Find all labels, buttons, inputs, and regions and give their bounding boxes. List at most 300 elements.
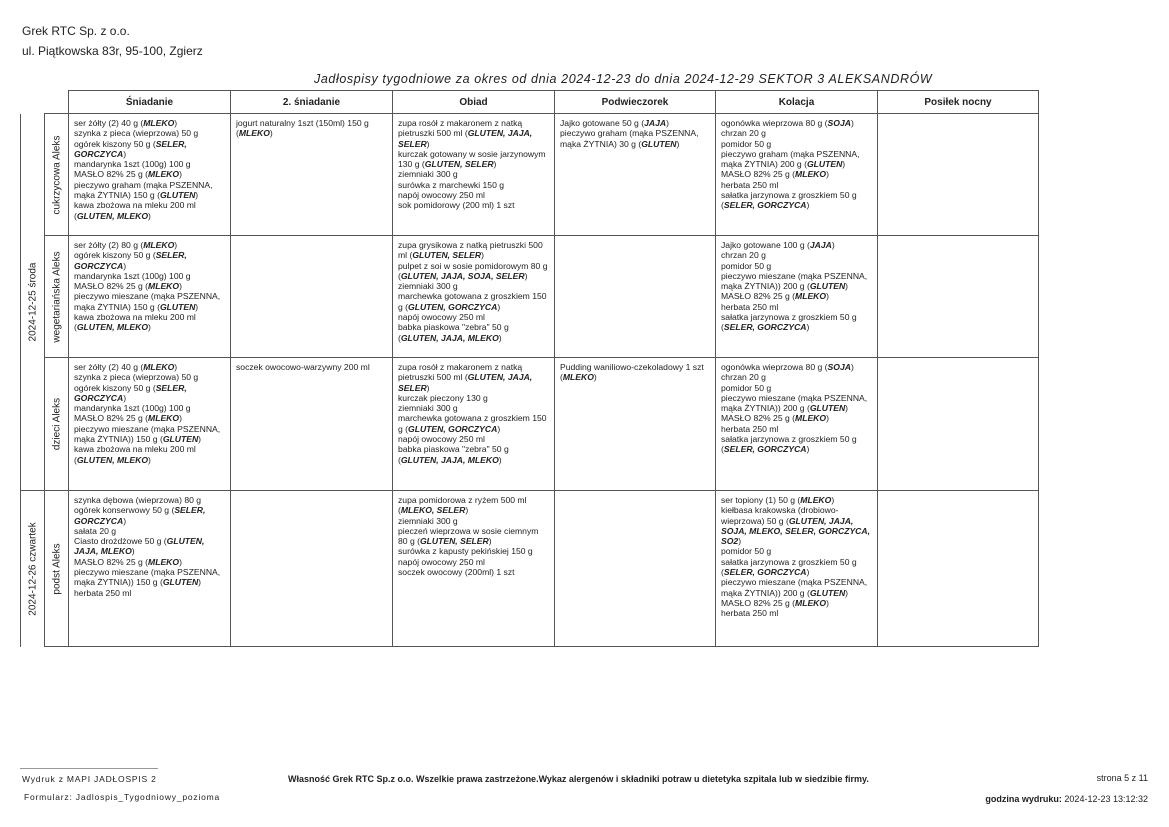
day-label: 2024-12-25 środa <box>27 262 38 342</box>
menu-item-text: ogonówka wieprzowa 80 g ( <box>721 118 828 128</box>
menu-item-line <box>721 424 872 434</box>
menu-item-line <box>74 118 225 128</box>
menu-item-text: ) <box>488 536 492 547</box>
menu-item-text: ) <box>497 301 501 312</box>
menu-item-text: pieczeń wieprzowa w sosie ciemnym 80 g ( <box>398 525 539 547</box>
menu-item-line <box>721 128 872 138</box>
menu-item-line <box>398 322 549 343</box>
menu-item-text: MASŁO 82% 25 g ( <box>721 291 796 302</box>
menu-item-line <box>721 139 872 149</box>
menu-item-line <box>74 588 225 598</box>
menu-item-line <box>74 271 225 281</box>
menu-item-line <box>721 413 872 423</box>
allergen-text: MLEKO <box>148 281 180 292</box>
menu-item-line <box>398 180 549 190</box>
menu-item-text: zupa grysikowa z natką pietruszki 500 ml ( <box>398 240 543 261</box>
meal-cell <box>555 236 716 358</box>
menu-item-text: napój owocowy 250 ml <box>398 190 485 201</box>
meal-cell <box>555 491 716 647</box>
menu-item-text: ) <box>148 454 151 465</box>
menu-item-line <box>236 362 387 372</box>
menu-item-line <box>721 190 872 211</box>
menu-item-text: pulpet z soi w sosie pomidorowym 80 g ( <box>398 260 548 281</box>
menu-item-text: ser żółty (2) 40 g ( <box>74 118 144 128</box>
menu-item-text: ziemniaki 300 g <box>398 281 458 292</box>
menu-item-line <box>74 372 225 382</box>
menu-item-line <box>721 261 872 271</box>
menu-item-line <box>398 200 549 210</box>
menu-item-line <box>74 128 225 138</box>
menu-item-line <box>721 362 872 372</box>
allergen-text: GLUTEN <box>162 434 199 445</box>
allergen-text: MLEKO <box>795 291 827 302</box>
menu-item-text: herbata 250 ml <box>721 423 779 434</box>
allergen-text: SELER, GORCZYCA <box>74 250 187 271</box>
allergen-text: GLUTEN, GORCZYCA <box>408 423 498 434</box>
menu-item-line <box>721 250 872 260</box>
diet-label: dzieci Aleks <box>51 397 62 451</box>
meal-cell <box>231 114 393 236</box>
allergen-text: GLUTEN, SELER <box>412 250 482 261</box>
weekly-menu-table <box>20 90 1039 647</box>
menu-item-text: napój owocowy 250 ml <box>398 312 485 323</box>
menu-item-line <box>398 291 549 312</box>
diet-cell <box>45 236 69 358</box>
menu-item-line <box>398 240 549 261</box>
menu-item-text: ogórek kiszony 50 g ( <box>74 138 156 149</box>
allergen-text: GLUTEN <box>806 159 843 170</box>
menu-item-line <box>74 159 225 169</box>
menu-item-text: ) <box>524 270 528 281</box>
menu-item-text: chrzan 20 g <box>721 128 766 139</box>
menu-item-line <box>721 240 872 250</box>
allergen-text: MLEKO <box>800 495 832 505</box>
menu-item-text: ) <box>498 454 502 465</box>
menu-item-text: sok pomidorowy (200 ml) 1 szt <box>398 200 515 211</box>
menu-item-text: ) <box>269 128 273 139</box>
menu-item-line <box>721 271 872 292</box>
menu-item-line <box>560 118 710 128</box>
menu-item-line <box>398 169 549 179</box>
allergen-text: GLUTEN, MLEKO <box>76 454 149 465</box>
menu-item-text: ) <box>123 260 127 271</box>
menu-item-line <box>721 383 872 393</box>
allergen-text: MLEKO <box>148 413 180 424</box>
menu-item-text: Ciasto drożdżowe 50 g ( <box>74 536 167 547</box>
menu-item-text: MASŁO 82% 25 g ( <box>74 413 149 424</box>
menu-item-text: pieczywo mieszane (mąka PSZENNA, mąka ŻYTNIA)) 150 g ( <box>74 423 221 445</box>
menu-item-text: ) <box>676 138 680 149</box>
menu-item-text: pieczywo mieszane (mąka PSZENNA, mąka ŻYTNIA) 150 g ( <box>74 291 221 312</box>
meal-cell <box>231 491 393 647</box>
menu-item-line <box>398 557 549 567</box>
menu-item-text: chrzan 20 g <box>721 372 766 383</box>
allergen-text: MLEKO, SELER <box>400 505 466 516</box>
allergen-text: JAJA <box>644 118 667 128</box>
menu-item-text: szynka dębowa (wieprzowa) 80 g <box>74 495 202 505</box>
allergen-text: MLEKO <box>562 372 594 383</box>
menu-item-text: pieczywo mieszane (mąka PSZENNA, mąka ŻYTNIA)) 200 g ( <box>721 392 868 414</box>
menu-item-text: ) <box>845 587 849 598</box>
menu-item-line <box>74 250 225 271</box>
menu-item-text: MASŁO 82% 25 g ( <box>721 169 796 180</box>
menu-item-text: ) <box>179 281 182 292</box>
menu-item-line <box>74 495 225 505</box>
menu-item-text: ) <box>174 240 178 250</box>
print-time-value: 2024-12-23 13:12:32 <box>1064 794 1148 804</box>
meal-cell <box>393 491 555 647</box>
column-header-podwieczorek: Podwieczorek <box>555 91 716 114</box>
menu-item-line <box>74 526 225 536</box>
column-header-posilek-nocny: Posiłek nocny <box>878 91 1039 114</box>
company-name: Grek RTC Sp. z o.o. <box>22 24 130 38</box>
menu-item-line <box>398 526 549 547</box>
menu-item-text: Jajko gotowane 100 g ( <box>721 240 810 250</box>
menu-item-line <box>721 546 872 556</box>
menu-item-text: soczek owocowo-warzywny 200 ml <box>236 362 370 372</box>
menu-item-text: mandarynka 1szt (100g) 100 g <box>74 159 191 170</box>
day-label: 2024-12-26 czwartek <box>27 522 38 616</box>
menu-item-text: MASŁO 82% 25 g ( <box>74 556 149 567</box>
menu-item-text: zupa pomidorowa z ryżem 500 ml ( <box>398 495 527 516</box>
meal-cell <box>69 491 231 647</box>
menu-item-line <box>721 393 872 414</box>
menu-item-text: ) <box>179 413 182 424</box>
menu-item-line <box>74 536 225 557</box>
footer-form: Formularz: Jadlospis_Tygodniowy_pozioma <box>24 792 221 802</box>
menu-item-line <box>721 577 872 598</box>
menu-item-line <box>560 362 710 383</box>
allergen-text: GLUTEN, JAJA, MLEKO <box>400 332 499 343</box>
menu-item-text: ) <box>174 362 178 372</box>
menu-item-text: ) <box>426 382 430 393</box>
meal-cell <box>393 236 555 358</box>
allergen-text: MLEKO <box>143 240 175 250</box>
menu-item-text: ) <box>179 556 182 567</box>
menu-item-text: ) <box>806 200 810 211</box>
menu-item-text: sałatka jarzynowa z groszkiem 50 g ( <box>721 556 857 578</box>
allergen-text: GLUTEN <box>641 138 677 149</box>
allergen-text: GLUTEN, GORCZYCA <box>408 301 498 312</box>
menu-item-line <box>236 118 387 139</box>
menu-item-line <box>74 403 225 413</box>
menu-item-text: ) <box>831 495 835 505</box>
menu-item-text: ogórek konserwowy 50 g ( <box>74 505 175 516</box>
allergen-text: GLUTEN, JAJA, SELER <box>398 128 533 149</box>
menu-item-text: ) <box>123 392 127 403</box>
table-row <box>21 236 1039 358</box>
allergen-text: SOJA <box>827 118 851 128</box>
menu-item-text: szynka z pieca (wieprzowa) 50 g <box>74 128 199 139</box>
column-header-kolacja: Kolacja <box>716 91 878 114</box>
menu-item-text: ) <box>593 372 597 383</box>
menu-item-line <box>721 312 872 333</box>
menu-item-line <box>74 169 225 179</box>
day-cell <box>21 114 45 491</box>
menu-item-line <box>560 128 710 149</box>
diet-label: cukrzycowa Aleks <box>51 135 62 214</box>
menu-item-text: chrzan 20 g <box>721 250 766 261</box>
menu-item-text: ) <box>198 434 202 445</box>
meal-cell <box>555 114 716 236</box>
menu-item-text: ziemniaki 300 g <box>398 515 458 526</box>
menu-item-line <box>721 495 872 505</box>
menu-item-text: surówka z kapusty pekińskiej 150 g <box>398 546 533 557</box>
menu-item-line <box>721 302 872 312</box>
menu-item-text: kawa zbożowa na mleku 200 ml ( <box>74 200 196 221</box>
menu-item-line <box>398 546 549 556</box>
menu-item-text: pieczywo mieszane (mąka PSZENNA, mąka ŻYTNIA)) 200 g ( <box>721 270 868 292</box>
allergen-text: MLEKO <box>148 556 180 567</box>
menu-item-line <box>398 516 549 526</box>
menu-item-text: mandarynka 1szt (100g) 100 g <box>74 270 191 281</box>
menu-item-line <box>398 495 549 516</box>
allergen-text: MLEKO <box>143 118 175 128</box>
meal-cell <box>878 236 1039 358</box>
meal-cell <box>69 358 231 491</box>
menu-item-line <box>398 393 549 403</box>
menu-item-text: ) <box>806 567 810 578</box>
menu-item-text: marchewka gotowana z groszkiem 150 g ( <box>398 291 547 312</box>
menu-item-line <box>74 557 225 567</box>
menu-item-text: ) <box>845 281 849 292</box>
menu-item-text: ) <box>666 118 669 128</box>
menu-item-text: ziemniaki 300 g <box>398 169 458 180</box>
table-row <box>21 358 1039 491</box>
allergen-text: GLUTEN, MLEKO <box>76 322 149 333</box>
menu-item-line <box>721 291 872 301</box>
meal-cell <box>716 358 878 491</box>
meal-cell <box>878 491 1039 647</box>
menu-item-line <box>74 281 225 291</box>
allergen-text: GLUTEN <box>162 577 199 588</box>
allergen-text: SELER, GORCZYCA <box>723 444 807 455</box>
menu-item-text: ) <box>426 138 430 149</box>
allergen-text: GLUTEN, JAJA, SOJA, MLEKO, SELER, GORCZYCA, SO2 <box>721 515 870 547</box>
allergen-text: SELER, GORCZYCA <box>723 322 807 333</box>
menu-item-text: kurczak gotowany w sosie jarzynowym 130 g ( <box>398 148 546 170</box>
menu-item-line <box>398 413 549 434</box>
menu-item-text: pieczywo graham (mąka PSZENNA, mąka ŻYTNIA) 30 g ( <box>560 128 699 149</box>
menu-item-text: ser żółty (2) 80 g ( <box>74 240 144 250</box>
menu-item-line <box>74 424 225 445</box>
menu-item-text: mandarynka 1szt (100g) 100 g <box>74 403 191 414</box>
menu-item-text: Jajko gotowane 50 g ( <box>560 118 645 128</box>
menu-item-line <box>398 312 549 322</box>
menu-item-text: MASŁO 82% 25 g ( <box>721 597 796 608</box>
menu-item-text: ) <box>806 322 810 333</box>
menu-item-text: kurczak pieczony 130 g <box>398 392 488 403</box>
diet-cell <box>45 114 69 236</box>
allergen-text: GLUTEN <box>809 281 846 292</box>
menu-item-text: ) <box>179 169 182 180</box>
allergen-text: MLEKO <box>795 413 827 424</box>
allergen-text: GLUTEN <box>159 190 196 201</box>
menu-item-line <box>74 312 225 333</box>
menu-item-text: ) <box>845 403 849 414</box>
menu-item-text: ) <box>148 322 151 333</box>
menu-item-text: pomidor 50 g <box>721 138 772 149</box>
menu-item-text: herbata 250 ml <box>721 608 779 619</box>
menu-item-text: herbata 250 ml <box>74 587 132 598</box>
menu-item-line <box>398 567 549 577</box>
menu-item-text: zupa rosół z makaronem z natką pietruszki 500 ml ( <box>398 118 523 139</box>
menu-item-line <box>74 240 225 250</box>
menu-item-text: herbata 250 ml <box>721 301 779 312</box>
menu-item-text: ziemniaki 300 g <box>398 403 458 414</box>
allergen-text: JAJA <box>809 240 832 250</box>
menu-item-text: ) <box>123 515 127 526</box>
menu-item-text: pieczywo mieszane (mąka PSZENNA, mąka ŻYTNIA)) 200 g ( <box>721 577 868 598</box>
menu-item-text: ) <box>195 190 199 201</box>
allergen-text: MLEKO <box>795 597 827 608</box>
menu-item-text: ogórek kiszony 50 g ( <box>74 382 156 393</box>
table-row <box>21 114 1039 236</box>
column-header-2-sniadanie: 2. śniadanie <box>231 91 393 114</box>
allergen-text: SELER, GORCZYCA <box>74 138 187 159</box>
menu-item-text: ) <box>148 210 151 221</box>
menu-item-line <box>398 362 549 393</box>
menu-item-text: szynka z pieca (wieprzowa) 50 g <box>74 372 199 383</box>
table-row <box>21 491 1039 647</box>
meal-cell <box>393 358 555 491</box>
allergen-text: GLUTEN, SELER <box>424 159 494 170</box>
menu-item-line <box>398 434 549 444</box>
diet-label: podst Aleks <box>51 542 62 595</box>
menu-item-text: pieczywo graham (mąka PSZENNA, mąka ŻYTNIA) 150 g ( <box>74 179 213 201</box>
menu-item-line <box>74 291 225 312</box>
menu-item-text: kawa zbożowa na mleku 200 ml ( <box>74 312 196 333</box>
meal-cell <box>69 236 231 358</box>
menu-item-text: sałatka jarzynowa z groszkiem 50 g ( <box>721 434 857 455</box>
menu-item-text: MASŁO 82% 25 g ( <box>74 169 149 180</box>
menu-item-text: ) <box>497 423 501 434</box>
menu-item-text: ) <box>826 413 829 424</box>
menu-item-text: sałata 20 g <box>74 525 117 536</box>
allergen-text: GLUTEN, SELER <box>419 536 489 547</box>
column-header-sniadanie: Śniadanie <box>69 91 231 114</box>
menu-item-text: herbata 250 ml <box>721 179 779 190</box>
menu-item-text: ser żółty (2) 40 g ( <box>74 362 144 372</box>
menu-item-line <box>721 118 872 128</box>
menu-item-text: surówka z marchewki 150 g <box>398 179 505 190</box>
menu-item-line <box>398 444 549 465</box>
allergen-text: SELER, GORCZYCA <box>74 382 187 403</box>
menu-item-text: napój owocowy 250 ml <box>398 434 485 445</box>
menu-item-text: ) <box>465 505 469 516</box>
menu-item-text: jogurt naturalny 1szt (150ml) 150 g ( <box>236 118 369 139</box>
menu-item-text: ) <box>738 536 742 547</box>
menu-item-line <box>721 169 872 179</box>
menu-item-text: kiełbasa krakowska (drobiowo-wieprzowa) 50 g ( <box>721 505 839 526</box>
menu-item-text: ) <box>131 546 135 557</box>
menu-item-text: ) <box>195 301 199 312</box>
menu-item-text: kawa zbożowa na mleku 200 ml ( <box>74 444 196 465</box>
menu-item-line <box>721 149 872 170</box>
menu-item-text: soczek owocowy (200ml) 1 szt <box>398 567 515 578</box>
menu-item-line <box>398 149 549 170</box>
allergen-text: MLEKO <box>143 362 175 372</box>
menu-item-line <box>721 505 872 546</box>
meal-cell <box>555 358 716 491</box>
menu-item-text: sałatka jarzynowa z groszkiem 50 g ( <box>721 190 857 211</box>
allergen-text: SOJA <box>827 362 851 372</box>
menu-item-line <box>74 180 225 201</box>
allergen-text: MLEKO <box>238 128 270 139</box>
meal-cell <box>716 236 878 358</box>
allergen-text: MLEKO <box>795 169 827 180</box>
menu-item-line <box>74 362 225 372</box>
allergen-text: GLUTEN, MLEKO <box>76 210 149 221</box>
menu-item-line <box>74 383 225 404</box>
menu-item-text: babka piaskowa "zebra" 50 g ( <box>398 444 509 465</box>
menu-item-line <box>74 505 225 526</box>
day-cell <box>21 491 45 647</box>
menu-item-line <box>398 261 549 282</box>
menu-item-text: ) <box>174 118 178 128</box>
menu-item-text: pieczywo graham (mąka PSZENNA, mąka ŻYTNIA) 200 g ( <box>721 148 860 170</box>
meal-cell <box>393 114 555 236</box>
menu-item-line <box>74 413 225 423</box>
menu-item-text: ) <box>198 577 202 588</box>
menu-item-text: ) <box>826 597 829 608</box>
print-time-label: godzina wydruku: <box>985 794 1062 804</box>
print-time <box>985 794 1148 804</box>
allergen-text: GLUTEN, JAJA, MLEKO <box>400 454 499 465</box>
menu-item-text: napój owocowy 250 ml <box>398 556 485 567</box>
menu-item-text: ) <box>850 362 854 372</box>
menu-item-text: ) <box>842 159 846 170</box>
menu-item-text: ) <box>826 291 829 302</box>
menu-item-line <box>74 567 225 588</box>
menu-item-line <box>721 434 872 455</box>
meal-cell <box>231 236 393 358</box>
allergen-text: GLUTEN, JAJA, MLEKO <box>74 536 205 557</box>
menu-item-text: pomidor 50 g <box>721 382 772 393</box>
meal-cell <box>716 114 878 236</box>
allergen-text: SELER, GORCZYCA <box>723 567 807 578</box>
allergen-text: SELER, GORCZYCA <box>723 200 807 211</box>
menu-item-text: ) <box>123 148 127 159</box>
menu-item-text: zupa rosół z makaronem z natką pietruszki 500 ml ( <box>398 362 523 383</box>
allergen-text: SELER, GORCZYCA <box>74 505 206 526</box>
menu-item-line <box>398 281 549 291</box>
menu-item-text: ) <box>481 250 484 261</box>
allergen-text: GLUTEN <box>809 587 846 598</box>
menu-item-text: ) <box>498 332 502 343</box>
menu-item-text: marchewka gotowana z groszkiem 150 g ( <box>398 413 547 434</box>
menu-item-text: ser topiony (1) 50 g ( <box>721 495 801 505</box>
menu-item-text: pieczywo mieszane (mąka PSZENNA, mąka ŻYTNIA)) 150 g ( <box>74 567 221 588</box>
menu-item-line <box>721 372 872 382</box>
meal-cell <box>69 114 231 236</box>
column-header-obiad: Obiad <box>393 91 555 114</box>
menu-item-text: ) <box>806 444 810 455</box>
diet-label: wegetariańska Aleks <box>51 250 62 343</box>
page-number: strona 5 z 11 <box>1096 773 1148 783</box>
meal-cell <box>878 358 1039 491</box>
menu-item-text: ) <box>850 118 854 128</box>
footer-copyright: Własność Grek RTC Sp.z o.o. Wszelkie prawa zastrzeżone.Wykaz alergenów i składniki potraw u dietetyka szpitala lub w siedzibie firmy. <box>288 774 869 784</box>
menu-item-text: pomidor 50 g <box>721 260 772 271</box>
menu-item-line <box>398 118 549 149</box>
meal-cell <box>231 358 393 491</box>
menu-item-line <box>398 403 549 413</box>
menu-item-line <box>74 200 225 221</box>
allergen-text: GLUTEN <box>159 301 196 312</box>
menu-item-line <box>74 444 225 465</box>
document-title: Jadłospisy tygodniowe za okres od dnia 2024-12-23 do dnia 2024-12-29 SEKTOR 3 ALEKSANDRÓW <box>314 72 933 86</box>
